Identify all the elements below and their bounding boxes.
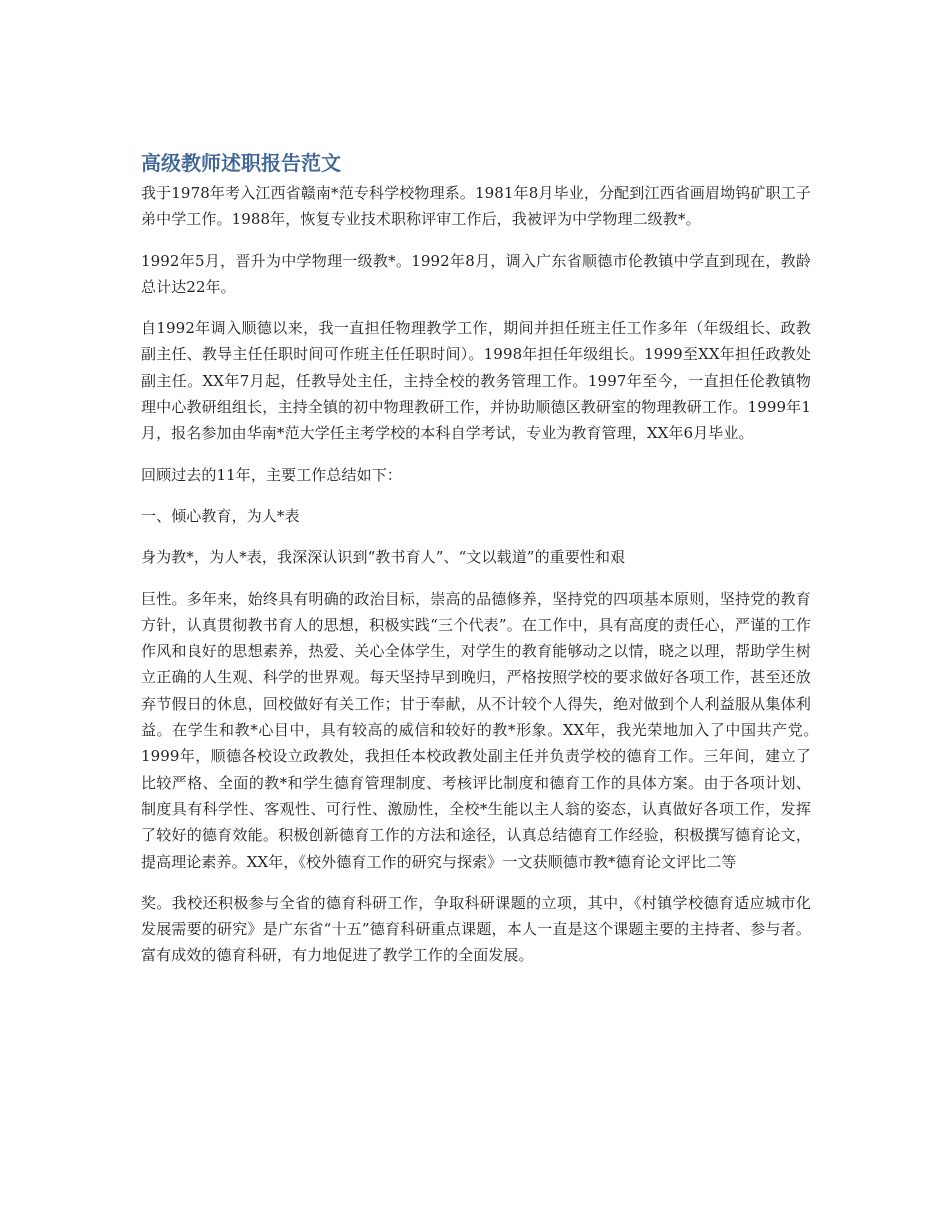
paragraph: 回顾过去的11年，主要工作总结如下： bbox=[141, 465, 402, 484]
document-body bbox=[141, 180, 842, 969]
paragraph: 自1992年调入顺德以来，我一直担任物理教学工作，期间并担任班主任工作多年（年级组长、政教副主任、教导主任任职时间可作班主任任职时间）。1998年担任年级组长。1999至XX年担任政教处副主任。XX年7月起，任教导处主任，主持全校的教务管理工作。1997年至今，一直担任伦教镇物理中心教研组组长，主持全镇的初中物理教研工作，并协助顺德区教研室的物理教研工作。1999年1月，报名参加由华南*范大学任主考学校的本科自学考试，专业为教育管理，XX年6月毕业。 bbox=[141, 319, 811, 443]
paragraph: 1992年5月，晋升为中学物理一级教*。1992年8月，调入广东省顺德市伦教镇中学直到现在，教龄总计达22年。 bbox=[141, 251, 811, 296]
document-title: 高级教师述职报告范文 bbox=[141, 151, 341, 175]
document-page bbox=[141, 148, 842, 984]
paragraph: 巨性。多年来，始终具有明确的政治目标，崇高的品德修养，坚持党的四项基本原则，坚持党的教育方针，认真贯彻教书育人的思想，积极实践“三个代表”。在工作中，具有高度的责任心，严谨的工作作风和良好的思想素养，热爱、关心全体学生，对学生的教育能够动之以情，晓之以理，帮助学生树立正确的人生观、科学的世界观。每天坚持早到晚归，严格按照学校的要求做好各项工作，甚至还放弃节假日的休息，回校做好有关工作；甘于奉献，从不计较个人得失，绝对做到个人利益服从集体利益。在学生和教*心目中，具有较高的威信和较好的教*形象。XX年，我光荣地加入了中国共产党。 1999年，顺德各校设立政教处，我担任本校政教处副主任并负责学校的德育工作。三年间，建立了比较严格、全面的教*和学生德育管理制度、考核评比制度和德育工作的具体方案。由于各项计划、制度具有科学性、客观性、可行性、激励性，全校*生能以主人翁的姿态，认真做好各项工作，发挥了较好的德育效能。积极创新德育工作的方法和途径，认真总结德育工作经验，积极撰写德育论文，提高理论素养。XX年，《校外德育工作的研究与探索》一文获顺德市教*德育论文评比二等 bbox=[141, 589, 842, 871]
section-heading: 一、倾心教育，为人*表 bbox=[141, 506, 300, 525]
paragraph: 我于1978年考入江西省赣南*范专科学校物理系。1981年8月毕业，分配到江西省画眉坳钨矿职工子弟中学工作。1988年，恢复专业技术职称评审工作后，我被评为中学物理二级教*。 bbox=[141, 184, 811, 229]
paragraph: 身为教*，为人*表，我深深认识到“教书育人”、“文以载道”的重要性和艰 bbox=[141, 548, 626, 567]
paragraph: 奖。我校还积极参与全省的德育科研工作，争取科研课题的立项，其中，《村镇学校德育适应城市化发展需要的研究》是广东省“十五”德育科研重点课题，本人一直是这个课题主要的主持者、参与者。富有成效的德育科研，有力地促进了教学工作的全面发展。 bbox=[141, 893, 811, 965]
